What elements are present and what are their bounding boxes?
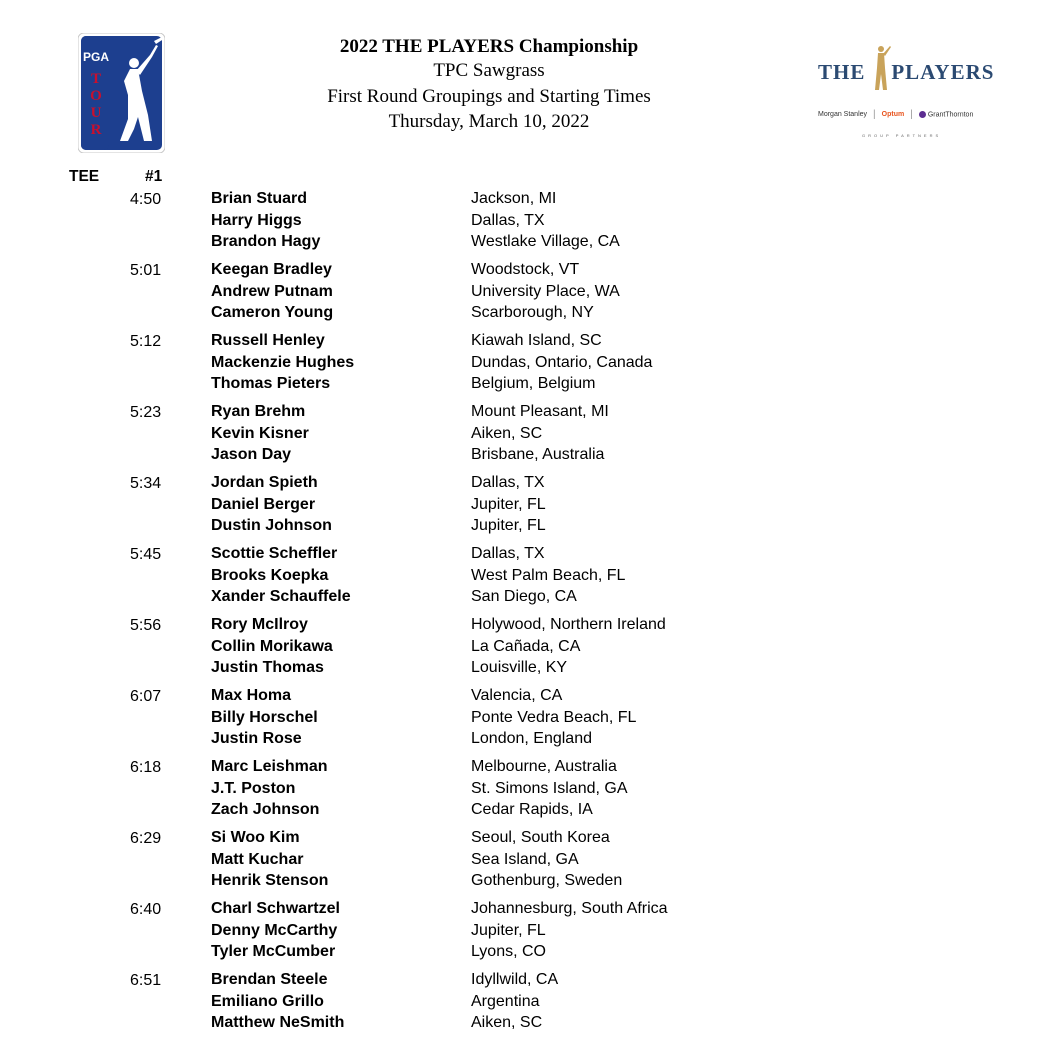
grant-thornton-icon	[919, 111, 926, 118]
player-name: Brooks Koepka	[211, 566, 329, 584]
player-hometown: Dallas, TX	[471, 545, 545, 562]
player-name: Russell Henley	[211, 332, 325, 349]
player-name: Thomas Pieters	[211, 375, 331, 392]
player-hometown: Holywood, Northern Ireland	[471, 616, 666, 633]
player-name: Billy Horschel	[211, 708, 318, 726]
player-hometown: Idyllwild, CA	[471, 971, 559, 988]
player-hometown: Jackson, MI	[471, 190, 557, 207]
player-hometown: Valencia, CA	[471, 687, 563, 704]
player-name: Brandon Hagy	[211, 233, 321, 250]
player-name: Harry Higgs	[211, 211, 302, 229]
tee-time: 6:51	[130, 972, 162, 989]
group-row	[0, 258, 1043, 322]
player-hometown: Dundas, Ontario, Canada	[471, 353, 653, 371]
group-row	[0, 968, 1043, 1032]
player-name: Charl Schwartzel	[211, 900, 340, 917]
player-name: Scottie Scheffler	[211, 545, 338, 562]
players-wordmark	[818, 60, 994, 85]
player-name: Matthew NeSmith	[211, 1014, 345, 1031]
player-name: Ryan Brehm	[211, 403, 306, 420]
player-name: Marc Leishman	[211, 758, 328, 775]
divider: |	[873, 109, 876, 120]
tee-time-groups	[0, 187, 1043, 1039]
player-hometown: Brisbane, Australia	[471, 446, 605, 463]
player-name: Daniel Berger	[211, 495, 316, 513]
player-name: Zach Johnson	[211, 801, 320, 818]
tee-time: 6:07	[130, 688, 162, 705]
divider: |	[910, 109, 913, 120]
tee-time: 5:56	[130, 617, 162, 634]
group-row	[0, 329, 1043, 393]
player-name: Mackenzie Hughes	[211, 353, 355, 371]
player-hometown: Scarborough, NY	[471, 304, 594, 321]
tee-time: 5:34	[130, 475, 162, 492]
tee-time: 5:01	[130, 262, 162, 279]
player-hometown: Woodstock, VT	[471, 261, 580, 278]
group-row	[0, 897, 1043, 961]
player-hometown: Westlake Village, CA	[471, 233, 620, 250]
player-name: Xander Schauffele	[211, 588, 351, 605]
player-hometown: Dallas, TX	[471, 211, 545, 229]
tee-time: 5:45	[130, 546, 162, 563]
player-name: Justin Thomas	[211, 659, 324, 676]
player-hometown: Seoul, South Korea	[471, 829, 610, 846]
sponsor-optum: Optum	[881, 111, 905, 118]
player-hometown: Dallas, TX	[471, 474, 545, 491]
player-name: Henrik Stenson	[211, 872, 329, 889]
tee-time: 6:29	[130, 830, 162, 847]
group-row	[0, 187, 1043, 251]
player-hometown: Jupiter, FL	[471, 517, 546, 534]
player-name: Emiliano Grillo	[211, 992, 324, 1010]
hole-column-label: #1	[145, 168, 163, 185]
player-name: Tyler McCumber	[211, 943, 336, 960]
player-hometown: San Diego, CA	[471, 588, 577, 605]
player-name: Jason Day	[211, 446, 292, 463]
document-date: Thursday, March 10, 2022	[388, 111, 590, 132]
player-name: Cameron Young	[211, 304, 334, 321]
venue: TPC Sawgrass	[433, 60, 545, 81]
player-hometown: Louisville, KY	[471, 659, 568, 676]
tee-time: 4:50	[130, 191, 162, 208]
player-hometown: Ponte Vedra Beach, FL	[471, 708, 637, 726]
player-hometown: Aiken, SC	[471, 1014, 543, 1031]
player-hometown: Kiawah Island, SC	[471, 332, 602, 349]
partners-caption: GROUP PARTNERS	[862, 133, 942, 138]
player-hometown: Johannesburg, South Africa	[471, 900, 668, 917]
document-title: 2022 THE PLAYERS Championship	[339, 36, 639, 57]
wordmark-the: THE	[818, 60, 866, 84]
tee-column-label: TEE	[69, 168, 100, 185]
player-name: Kevin Kisner	[211, 424, 309, 442]
wordmark-players: PLAYERS	[891, 60, 995, 84]
document-header	[240, 36, 738, 135]
svg-text:T: T	[90, 71, 102, 87]
the-players-logo	[812, 44, 1004, 144]
player-name: Denny McCarthy	[211, 921, 338, 939]
player-name: Keegan Bradley	[211, 261, 332, 278]
player-hometown: Aiken, SC	[471, 424, 543, 442]
player-hometown: Sea Island, GA	[471, 850, 579, 868]
player-hometown: West Palm Beach, FL	[471, 566, 626, 584]
group-row	[0, 542, 1043, 606]
player-hometown: Melbourne, Australia	[471, 758, 617, 775]
sponsor-grant-thornton: GrantThornton	[919, 111, 974, 118]
player-hometown: Jupiter, FL	[471, 921, 546, 939]
player-name: Jordan Spieth	[211, 474, 318, 491]
player-name: Andrew Putnam	[211, 282, 333, 300]
group-row	[0, 400, 1043, 464]
svg-text:U: U	[90, 105, 102, 121]
player-name: Brendan Steele	[211, 971, 328, 988]
sponsor-morgan-stanley: Morgan Stanley	[818, 111, 868, 118]
tee-time: 6:40	[130, 901, 162, 918]
sponsor-bar	[818, 109, 973, 120]
group-row	[0, 755, 1043, 819]
player-hometown: Cedar Rapids, IA	[471, 801, 593, 818]
tee-time: 6:18	[130, 759, 162, 776]
group-row	[0, 684, 1043, 748]
golfer-figure-icon	[870, 44, 892, 94]
player-hometown: Jupiter, FL	[471, 495, 546, 513]
group-row	[0, 826, 1043, 890]
player-hometown: Mount Pleasant, MI	[471, 403, 609, 420]
player-name: Rory McIlroy	[211, 616, 308, 633]
group-row	[0, 613, 1043, 677]
player-hometown: Lyons, CO	[471, 943, 546, 960]
player-name: Dustin Johnson	[211, 517, 332, 534]
svg-text:R: R	[90, 122, 102, 138]
player-hometown: Belgium, Belgium	[471, 375, 596, 392]
player-name: Justin Rose	[211, 730, 302, 747]
player-hometown: St. Simons Island, GA	[471, 779, 628, 797]
player-name: Collin Morikawa	[211, 637, 333, 655]
player-name: Si Woo Kim	[211, 829, 300, 846]
pga-tour-logo	[78, 33, 165, 153]
tour-vertical-text	[90, 71, 102, 138]
pga-text: PGA	[82, 50, 110, 64]
player-name: Max Homa	[211, 687, 292, 704]
player-hometown: London, England	[471, 730, 592, 747]
player-hometown: Argentina	[471, 992, 540, 1010]
player-hometown: University Place, WA	[471, 282, 620, 300]
player-name: Brian Stuard	[211, 190, 308, 207]
tee-time: 5:12	[130, 333, 162, 350]
svg-text:O: O	[90, 88, 102, 104]
tee-time: 5:23	[130, 404, 162, 421]
group-row	[0, 471, 1043, 535]
player-hometown: Gothenburg, Sweden	[471, 872, 623, 889]
player-hometown: La Cañada, CA	[471, 637, 581, 655]
document-subtitle: First Round Groupings and Starting Times	[327, 85, 651, 107]
player-name: J.T. Poston	[211, 779, 296, 797]
player-name: Matt Kuchar	[211, 850, 304, 868]
